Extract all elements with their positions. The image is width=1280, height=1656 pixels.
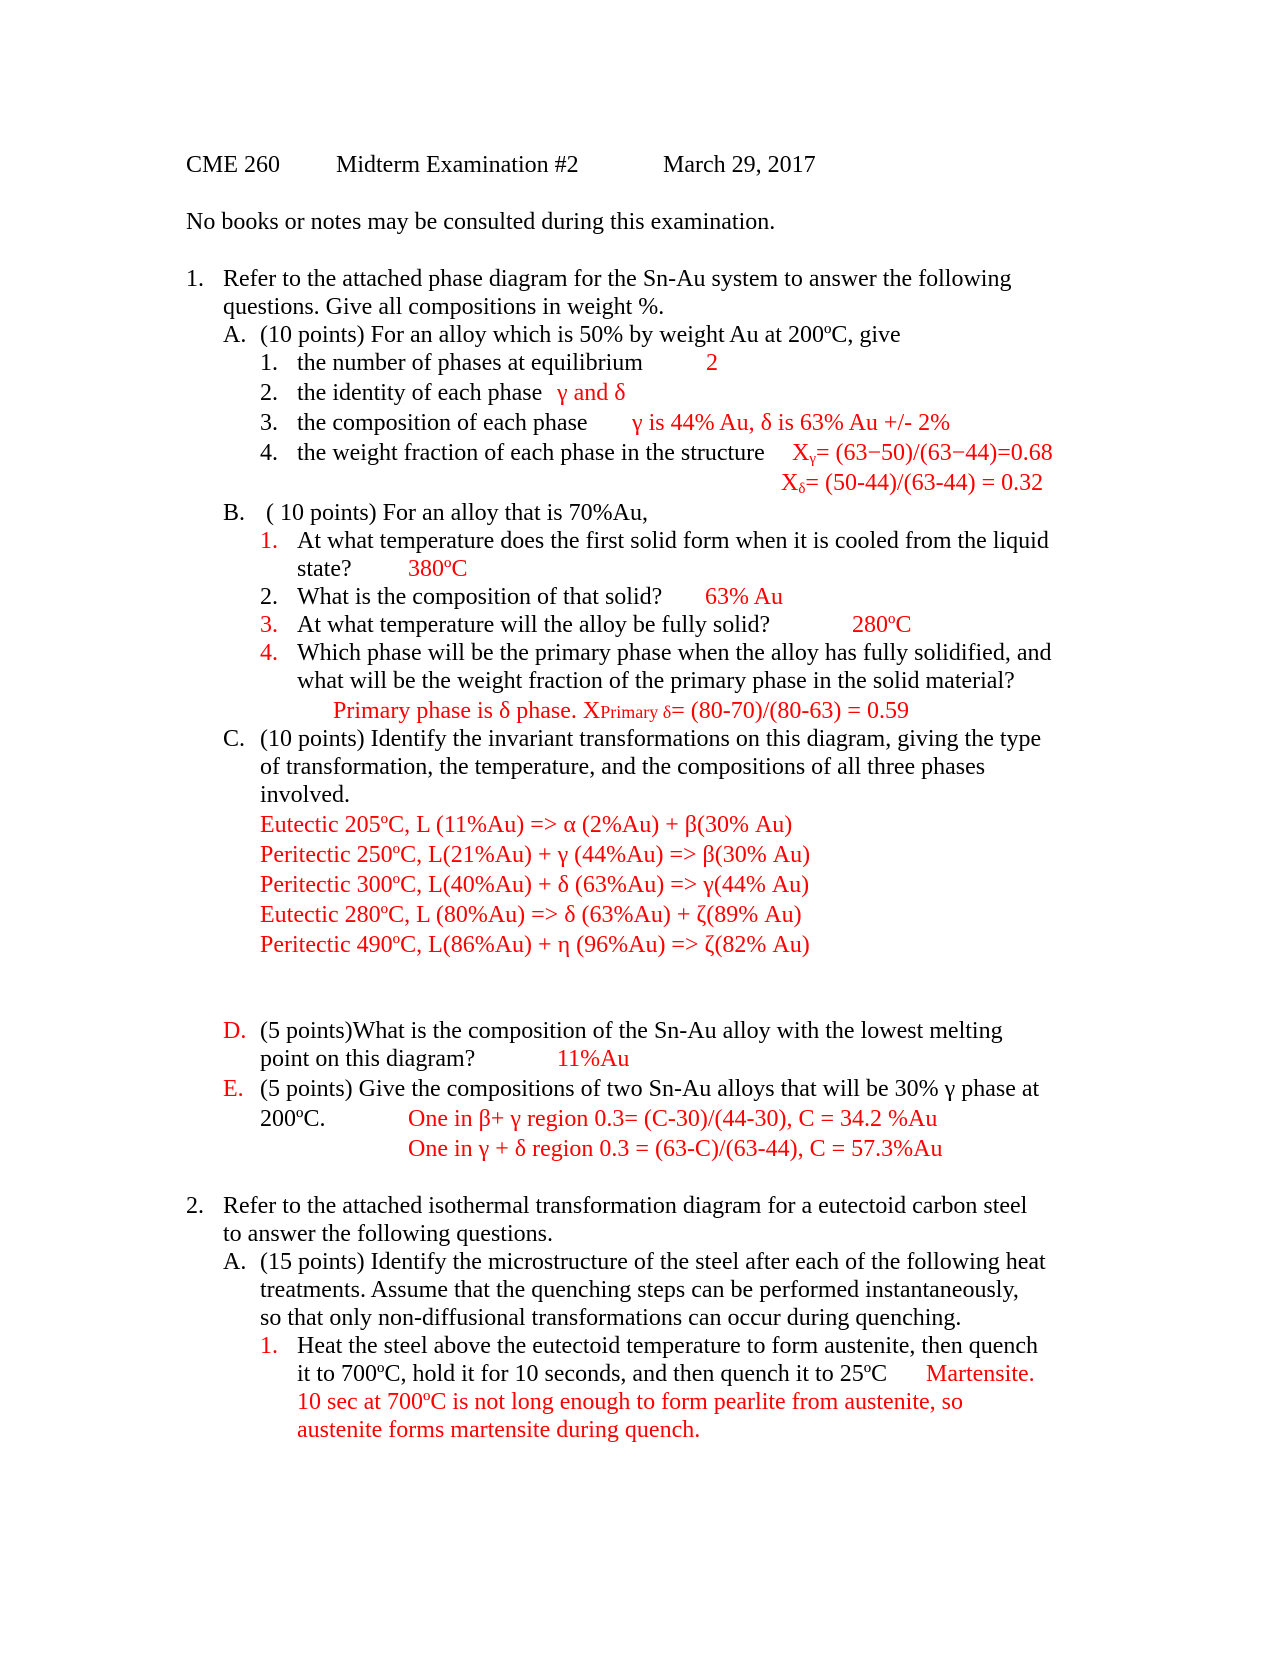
exam-date: March 29, 2017 [663,152,816,178]
q2a-text-line2: treatments. Assume that the quenching steps can be performed instantaneously, [260,1277,1019,1303]
q1c-answer-5: Peritectic 490ºC, L(86%Au) + η (96%Au) => ζ(82% Au) [260,932,810,958]
q1b-item4-num: 4. [260,640,278,666]
q2a-text-line1: (15 points) Identify the microstructure of the steel after each of the following heat [260,1249,1046,1275]
q1-number: 1. [186,266,204,292]
q1b-item4-text-line1: Which phase will be the primary phase when the alloy has fully solidified, and [297,640,1052,666]
q1b-item3-answer: 280ºC [852,612,912,638]
q2a-letter: A. [223,1249,247,1275]
q1c-text-line1: (10 points) Identify the invariant transformations on this diagram, giving the type [260,726,1042,752]
q1a-item4-answer: $X_\gamma= (63-50)/(63-44)=0.68$ [792,440,1053,467]
q2-intro-line1: Refer to the attached isothermal transformation diagram for a eutectoid carbon steel [223,1193,1028,1219]
q1d-text-line1: (5 points)What is the composition of the Sn-Au alloy with the lowest melting [260,1018,1003,1044]
q1a-item4-answer2: $X_\delta= (50-44)/(63-44) = 0.32$ [781,470,1044,497]
instructions: No books or notes may be consulted during this examination. [186,209,776,235]
q1c-answer-1: Eutectic 205ºC, L (11%Au) => α (2%Au) + β(30% Au) [260,812,793,838]
q2a-text-line3: so that only non-diffusional transformations can occur during quenching. [260,1305,962,1331]
q1e-answer-2: One in γ + δ region 0.3 = (63-C)/(63-44), C = 57.3%Au [408,1136,943,1162]
q1a-letter: A. [223,322,247,348]
q1c-answer-3: Peritectic 300ºC, L(40%Au) + δ (63%Au) => γ(44% Au) [260,872,810,898]
q1b-item4-answer: Primary phase is δ phase. XPrimary δ= (80-70)/(80-63) = 0.59 [333,698,909,724]
q2a-item1-explanation-line2: austenite forms martensite during quench. [297,1417,701,1443]
q1a-item1-num: 1. [260,350,278,376]
q1d-text-line2: point on this diagram? [260,1046,476,1072]
q2a-item1-answer: Martensite. [926,1361,1035,1387]
q1b-item1-text-line1: At what temperature does the first solid form when it is cooled from the liquid [297,528,1049,554]
q1c-letter: C. [223,726,246,752]
q2a-item1-text-line2: it to 700ºC, hold it for 10 seconds, and then quench it to 25ºC [297,1361,888,1387]
q1b-letter: B. [223,500,246,526]
q1e-text-line1: (5 points) Give the compositions of two Sn-Au alloys that will be 30% γ phase at [260,1076,1040,1102]
q1c-answer-4: Eutectic 280ºC, L (80%Au) => δ (63%Au) + ζ(89% Au) [260,902,802,928]
q1a-item2-text: the identity of each phase [297,380,543,406]
q1a-item3-num: 3. [260,410,278,436]
q1a-item2-num: 2. [260,380,278,406]
q1a-item1-answer: 2 [706,350,718,376]
q2-intro-line2: to answer the following questions. [223,1221,553,1247]
q1b-text: ( 10 points) For an alloy that is 70%Au, [266,500,648,526]
course-code: CME 260 [186,152,281,178]
q1a-item3-answer: γ is 44% Au, δ is 63% Au +/- 2% [632,410,951,436]
q1c-text-line3: involved. [260,782,350,808]
q1e-letter: E. [223,1076,244,1102]
q1c-text-line2: of transformation, the temperature, and the compositions of all three phases [260,754,986,780]
q1e-answer-1: One in β+ γ region 0.3= (C-30)/(44-30), C = 34.2 %Au [408,1106,938,1132]
q1a-text: (10 points) For an alloy which is 50% by weight Au at 200ºC, give [260,322,901,348]
q2a-item1-text-line1: Heat the steel above the eutectoid temperature to form austenite, then quench [297,1333,1039,1359]
q1b-item1-text-line2: state? [297,556,352,582]
q1b-item3-text: At what temperature will the alloy be fully solid? [297,612,771,638]
q2a-item1-num: 1. [260,1333,278,1359]
q1e-text-line2: 200ºC. [260,1106,326,1132]
q1a-item3-text: the composition of each phase [297,410,588,436]
q1a-item2-answer: γ and δ [557,380,626,406]
q1b-item4-text-line2: what will be the weight fraction of the primary phase in the solid material? [297,668,1015,694]
q1-intro-line1: Refer to the attached phase diagram for the Sn-Au system to answer the following [223,266,1012,292]
q1a-item4-num: 4. [260,440,278,466]
q1b-item2-num: 2. [260,584,278,610]
q2-number: 2. [186,1193,204,1219]
q1d-letter: D. [223,1018,247,1044]
q1d-answer: 11%Au [557,1046,630,1072]
q1b-item2-answer: 63% Au [705,584,783,610]
q1c-answer-2: Peritectic 250ºC, L(21%Au) + γ (44%Au) => β(30% Au) [260,842,811,868]
q2a-item1-explanation-line1: 10 sec at 700ºC is not long enough to form pearlite from austenite, so [297,1389,963,1415]
q1b-item1-answer: 380ºC [408,556,468,582]
q1b-item3-num: 3. [260,612,278,638]
q1a-item4-text: the weight fraction of each phase in the structure [297,440,765,466]
exam-title: Midterm Examination #2 [336,152,579,178]
q1b-item1-num: 1. [260,528,278,554]
q1a-item1-text: the number of phases at equilibrium [297,350,643,376]
q1-intro-line2: questions. Give all compositions in weight %. [223,294,665,320]
q1b-item2-text: What is the composition of that solid? [297,584,663,610]
